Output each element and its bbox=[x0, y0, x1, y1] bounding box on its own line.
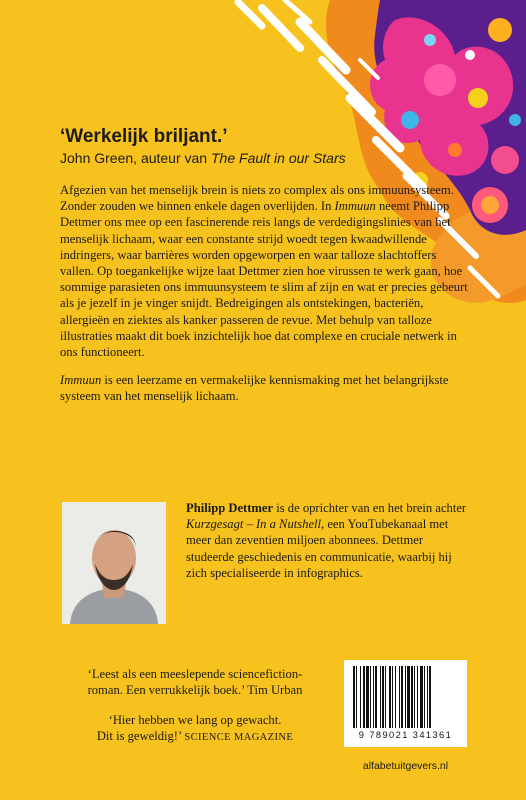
cell-6 bbox=[491, 146, 519, 174]
review-source: SCIENCE MAGAZINE bbox=[184, 732, 294, 744]
review-text: roman. Een verrukkelijk boek.’ bbox=[87, 683, 248, 698]
bio-text: , een YouTubekanaal met meer dan zeventien miljoen abonnees. Dettmer studeerde geschiedenis en communicatie, waarbij hij zich specialiseerde in infographics. bbox=[186, 517, 452, 580]
barcode-bar bbox=[399, 666, 400, 728]
cell-1 bbox=[424, 64, 456, 96]
author-bio bbox=[186, 500, 471, 581]
barcode-bar bbox=[429, 666, 431, 728]
blurb-paragraph-1 bbox=[60, 182, 470, 360]
review-text: ‘Leest als een meeslepende sciencefiction- bbox=[87, 667, 303, 681]
blurb-line: Afgezien van het menselijk brein is niets zo complex als bbox=[60, 183, 345, 197]
attribution-book-title: The Fault in our Stars bbox=[211, 150, 346, 166]
barcode-bar bbox=[411, 666, 413, 728]
barcode-bar bbox=[356, 666, 357, 728]
barcode-bar bbox=[395, 666, 396, 728]
barcode-bar bbox=[389, 666, 391, 728]
cell-3 bbox=[401, 111, 419, 129]
bio-text: is de oprichter van en het brein achter bbox=[273, 501, 467, 515]
blurb-line: overlijden. In bbox=[263, 199, 335, 214]
cell-7 bbox=[424, 34, 436, 46]
barcode-bar bbox=[401, 666, 403, 728]
cell-5 bbox=[448, 143, 462, 157]
review-1 bbox=[60, 666, 330, 698]
barcode-bar bbox=[366, 666, 369, 728]
barcode-bar bbox=[407, 666, 410, 728]
cell-12 bbox=[509, 114, 521, 126]
barcode-bar bbox=[405, 666, 406, 728]
barcode-bar bbox=[385, 666, 386, 728]
attribution-prefix: John Green, auteur van bbox=[60, 150, 211, 166]
cell-4 bbox=[488, 18, 512, 42]
book-title: Immuun bbox=[334, 199, 376, 214]
cell-2 bbox=[468, 88, 488, 108]
barcode-bars bbox=[351, 666, 460, 728]
blurb-text: neemt Philipp Dettmer ons mee op een fascinerende reis langs de verdedigingslinies van het menselijk lichaam, waar een constante strijd woedt tegen kwaadwillende indringers, waar barrières worden opgeworpen en waar talloze slachtoffers vallen. Op toegankelijke wijze laat Dettmer zien hoe virussen te werk gaan, hoe sommige parasieten ons immuunsysteem te slim af zijn en wat er precies gebeurt als je jezelf in je vinger snijdt. Bedreigingen als ontstekingen, bacteriën, allergieën en ziektes als kanker passeren de revue. Met behulp van talloze illustraties maakt dit boek inzichtelijk hoe dat complexe en cruciale netwerk in ons functioneert. bbox=[60, 199, 468, 360]
barcode-bar bbox=[363, 666, 365, 728]
barcode bbox=[344, 660, 467, 747]
barcode-bar bbox=[353, 666, 355, 728]
cell-9 bbox=[481, 196, 499, 214]
barcode-bar bbox=[373, 666, 374, 728]
author-photo bbox=[62, 502, 166, 624]
barcode-bar bbox=[424, 666, 425, 728]
headline-attribution bbox=[60, 150, 346, 166]
barcode-bar bbox=[370, 666, 371, 728]
cell-11 bbox=[465, 50, 475, 60]
channel-name: Kurzgesagt – In a Nutshell bbox=[186, 517, 322, 532]
isbn-number: 9 789021 341361 bbox=[358, 730, 453, 740]
blurb-paragraph-2 bbox=[60, 372, 470, 404]
barcode-bar bbox=[427, 666, 428, 728]
book-title: Immuun bbox=[60, 373, 102, 388]
barcode-bar bbox=[380, 666, 381, 728]
publisher-website: alfabetuitgevers.nl bbox=[362, 760, 449, 772]
blurb bbox=[60, 182, 470, 417]
barcode-bar bbox=[417, 666, 418, 728]
author-name: Philipp Dettmer bbox=[186, 501, 274, 515]
barcode-bar bbox=[382, 666, 384, 728]
headline-quote: ‘Werkelijk briljant.’ bbox=[60, 126, 228, 147]
barcode-bar bbox=[414, 666, 415, 728]
blurb-line: ons immuunsysteem. Zonder zouden we binnen enkele dagen bbox=[60, 183, 454, 214]
barcode-bar bbox=[375, 666, 377, 728]
barcode-bar bbox=[420, 666, 423, 728]
review-text: Dit is geweldig!’ bbox=[96, 729, 185, 744]
barcode-bar bbox=[392, 666, 393, 728]
blurb-text: is een leerzame en vermakelijke kennismaking met het belangrijkste systeem van het menselijk lichaam. bbox=[60, 373, 449, 404]
barcode-bar bbox=[360, 666, 361, 728]
review-2 bbox=[60, 712, 330, 746]
review-text: ‘Hier hebben we lang op gewacht. bbox=[108, 713, 282, 727]
review-source: Tim Urban bbox=[247, 683, 303, 698]
